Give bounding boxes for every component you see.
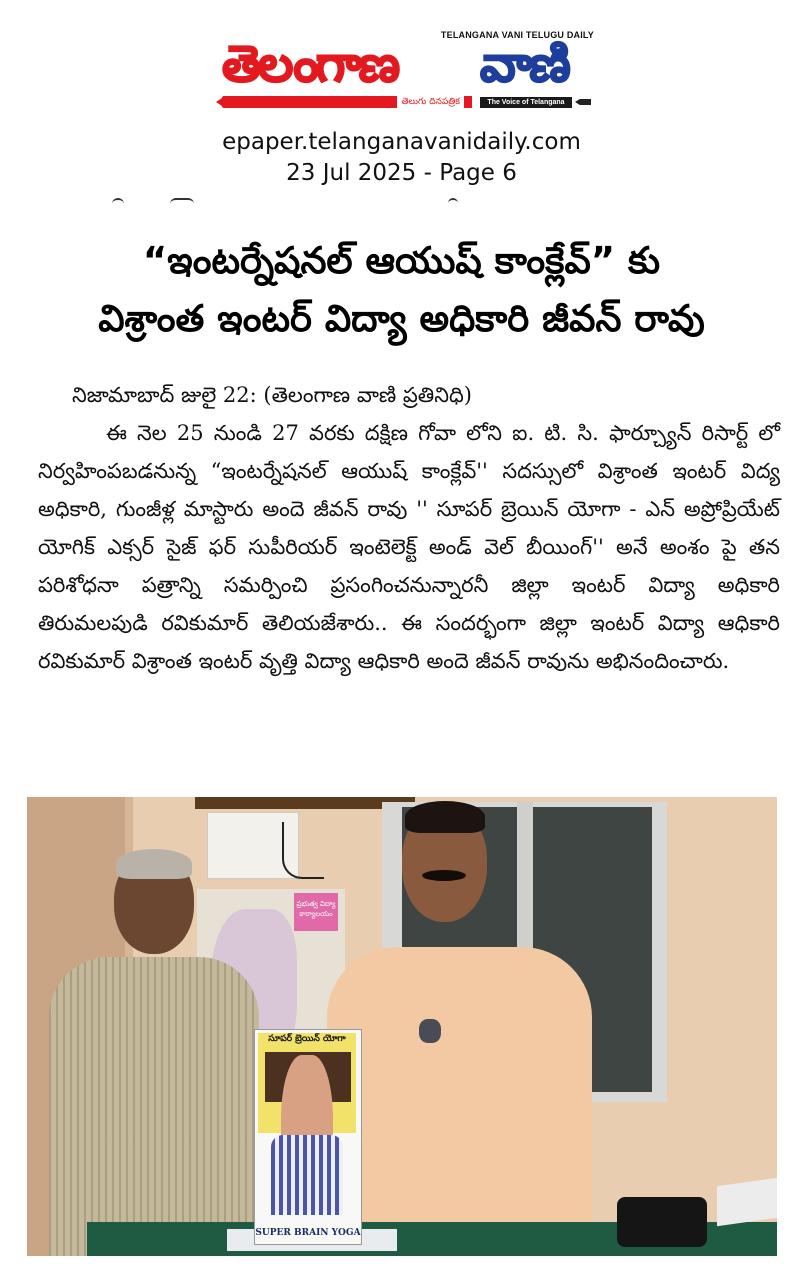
headline-line-1: “ఇంటర్నేషనల్ ఆయుష్ కాంక్లేవ్” కు bbox=[142, 239, 661, 282]
epaper-url: epaper.telanganavanidaily.com bbox=[222, 129, 581, 155]
remnant-mark bbox=[112, 198, 124, 206]
desk-bag bbox=[617, 1197, 707, 1247]
newspaper-masthead bbox=[218, 26, 602, 112]
photo-wire bbox=[282, 822, 324, 879]
poster-title: సూపర్ బ్రెయిన్ యోగా bbox=[268, 1034, 346, 1044]
article-headline bbox=[20, 232, 783, 348]
masthead-subtitle: తెలుగు దినపత్రిక bbox=[397, 95, 464, 109]
masthead-slogan: The Voice of Telangana bbox=[480, 97, 572, 108]
pencil-tip-icon bbox=[216, 98, 222, 106]
remnant-mark bbox=[448, 198, 458, 206]
person-left-shirt bbox=[49, 957, 259, 1256]
masthead-title-telangana: తెలంగాణ bbox=[222, 35, 398, 93]
map-label: ప్రభుత్వ విద్యా కార్యాలయం bbox=[294, 893, 338, 931]
person-left-hair bbox=[116, 849, 192, 879]
article-body bbox=[38, 376, 780, 680]
article-photo bbox=[27, 797, 777, 1256]
article-paragraph: ఈ నెల 25 నుండి 27 వరకు దక్షిణ గోవా లోని ఐ. టి. సి. ఫార్చ్యూన్ రిసార్ట్ లో నిర్వహింపబడనున్న “ఇంటర్నేషనల్ ఆయుష్ కాంక్లేవ్'' సదస్సులో విశ్రాంత ఇంటర్ విద్య అధికారి, గుంజీళ్ల మాస్టారు అందె జీవన్ రావు '' సూపర్ బ్రెయిన్ యోగా - ఎన్ అప్రోప్రియేట్ యోగిక్ ఎక్సర్ సైజ్ ఫర్ సుపీరియర్ ఇంటెలెక్ట్ అండ్ వెల్ బీయింగ్'' అనే అంశం పై తన పరిశోధనా పత్రాన్ని సమర్పించి ప్రసంగించనున్నారనీ జిల్లా ఇంటర్ విద్యా అధికారి తిరుమలపుడి రవికుమార్ తెలియజేశారు.. ఈ సందర్భంగా జిల్లా ఇంటర్ విద్యా ఆధికారి రవికుమార్ విశ్రాంత ఇంటర్ వృత్తి విద్యా ఆధికారి అందె జీవన్ రావును అభినందించారు. bbox=[38, 421, 780, 673]
remnant-mark bbox=[170, 198, 194, 206]
person-right-shirt bbox=[327, 947, 592, 1256]
desk-papers bbox=[717, 1178, 777, 1226]
cropped-text-remnant bbox=[30, 198, 510, 208]
pen-nib-icon bbox=[575, 99, 591, 105]
masthead-title-vani: వాణి bbox=[480, 35, 568, 93]
article-dateline: నిజామాబాద్ జులై 22: (తెలంగాణ వాణి ప్రతినిధి) bbox=[72, 383, 472, 407]
headline-line-2: విశ్రాంత ఇంటర్ విద్యా అధికారి జీవన్ రావు bbox=[98, 297, 705, 340]
edition-date-page: 23 Jul 2025 - Page 6 bbox=[286, 160, 517, 186]
poster-footer: SUPER BRAIN YOGA bbox=[255, 1228, 361, 1238]
person-right-mustache bbox=[422, 870, 466, 881]
poster-child-shirt bbox=[271, 1135, 343, 1215]
wristwatch bbox=[419, 1019, 441, 1043]
masthead-pencil-bar bbox=[222, 96, 472, 108]
masthead-tagline: TELANGANA VANI TELUGU DAILY bbox=[440, 30, 594, 40]
super-brain-yoga-poster bbox=[254, 1029, 362, 1245]
person-right-hair bbox=[405, 801, 485, 833]
